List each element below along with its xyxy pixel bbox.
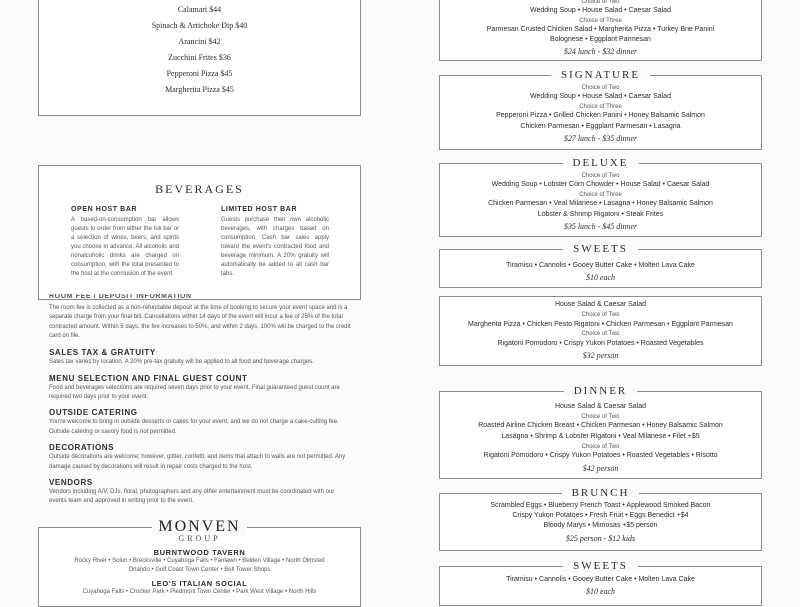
menu-item: Calamari $44: [177, 5, 222, 14]
menu-line: Chicken Parmesan • Veal Milanese • Lasagna • Honey Balsamic Salmon: [488, 200, 713, 207]
room-fee-text: The room fee is collected as a non-refundable deposit at the time of booking to secure your event space and is a separate charge from your final bill. Cancellations within 14 days of the event will incur a fee of 25% of the total contracted amount. Within 5 days, the fee increases to 50%, and within 2 days, 100% will be charged to the credit card on file.: [49, 305, 351, 340]
logo-wordmark: MONVEN: [152, 518, 246, 536]
menu-line: Roasted Airline Chicken Breast • Chicken Parmesan • Honey Balsamic Salmon: [478, 422, 723, 429]
menu-item: Spinach & Artichoke Dip $40: [151, 21, 248, 30]
menu-line: Crispy Yukon Potatoes • Fresh Fruit • Eggs Benedict +$4: [512, 512, 689, 519]
menu-card-signature: [439, 69, 762, 150]
appetizers-card: [38, 0, 361, 116]
price: $10 each: [585, 587, 616, 596]
choice-label: Choice of Two: [581, 173, 620, 179]
beverages-card: [38, 165, 361, 300]
menu-line: Bolognese • Eggplant Parmesan: [550, 36, 651, 43]
menu-card-dinner: [439, 385, 762, 479]
price: $25 person - $12 kids: [565, 534, 636, 543]
menu-line: Parmesan Crusted Chicken Salad • Margherita Pizza • Turkey Brie Panini: [486, 26, 715, 33]
choice-label: Choice of Two: [581, 312, 620, 318]
menu-item: Zucchini Frites $36: [168, 53, 231, 62]
vendors-title: VENDORS: [49, 478, 93, 488]
menu-line: Lasagna • Shrimp & Lobster Rigatoni • Veal Milanese • Filet +$5: [501, 433, 700, 440]
sales-tax-text: Sales tax varies by location. A 20% pre-tax gratuity will be applied to all food and beverage charges.: [49, 358, 314, 365]
menu-line: Margherita Pizza • Chicken Pesto Rigatoni • Chicken Parmesan • Eggplant Parmesan: [468, 321, 733, 328]
menu-item: Pepperoni Pizza $45: [166, 69, 233, 78]
choice-label: Choice of Two: [581, 0, 620, 5]
price: $24 lunch - $32 dinner: [563, 47, 638, 56]
menu-title: DINNER: [439, 385, 762, 397]
menu-selection-text: Food and beverages selections are required seven days prior to your event. Final guaranteed guest count are required two days prior to your event.: [49, 384, 340, 401]
logo-subtitle: GROUP: [178, 534, 221, 543]
menu-line: Chicken Parmesan • Eggplant Parmesan • Lasagna: [520, 123, 681, 130]
price: $35 lunch - $45 dinner: [563, 222, 638, 231]
menu-card-sweets: [439, 243, 762, 288]
menu-line: Tiramisu • Cannolis • Gooey Butter Cake • Molten Lava Cake: [506, 262, 695, 269]
section-title: BEVERAGES: [155, 182, 244, 196]
tavern-locations: Rocky River • Solon • Brecksville • Cuyahoga Falls • Fairlawn • Belden Village • North Olmsted: [74, 558, 325, 564]
limited-bar-text: Guests purchase their own alcoholic beverages, with charges based on consumption. Cash bar sales apply toward the event's contracted food and beverage minimum. A 20% gratuity will automatically be added to all cash bar tabs.: [221, 217, 329, 277]
choice-label: Choice of Two: [581, 414, 620, 420]
menu-item: Arancini $42: [178, 37, 221, 46]
open-bar-title: OPEN HOST BAR: [71, 206, 138, 213]
limited-bar-title: LIMITED HOST BAR: [221, 206, 298, 213]
menu-line: Wedding Soup • House Salad • Caesar Salad: [530, 7, 671, 14]
price: $27 lunch - $35 dinner: [563, 134, 638, 143]
menu-line: Pepperoni Pizza • Grilled Chicken Panini • Honey Balsamic Salmon: [496, 112, 705, 119]
group-card: [38, 518, 361, 607]
menu-card-family: [439, 296, 762, 366]
price: $32 person: [582, 351, 619, 360]
menu-line: House Salad & Caesar Salad: [554, 301, 647, 308]
price: $42 person: [582, 464, 619, 473]
decorations-text: Outside decorations are welcome; however, glitter, confetti, and items that attach to walls are not permitted. Any damage caused by decorations will result in repair costs charged to the host.: [49, 454, 346, 470]
decorations-title: DECORATIONS: [49, 443, 115, 453]
menu-title: DELUXE: [439, 157, 762, 169]
choice-label: Choice of Two: [581, 85, 620, 91]
menu-line: Wedding Soup • House Salad • Caesar Salad: [530, 93, 671, 100]
choice-label: Choice of Three: [579, 104, 622, 110]
leos-locations: Cuyahoga Falls • Crocker Park • Piedmont Town Center • Park West Village • North Hills: [82, 589, 317, 595]
tavern-locations-2: Orlando • Gulf Coast Town Center • Bell Tower Shops: [128, 567, 271, 573]
menu-line: House Salad & Caesar Salad: [554, 403, 647, 410]
menu-line: Rigatoni Pomodoro • Crispy Yukon Potatoes • Roasted Vegetables: [497, 340, 704, 347]
price: $10 each: [585, 273, 616, 282]
leos-title: LEO'S ITALIAN SOCIAL: [151, 579, 248, 588]
menu-title: BRUNCH: [439, 487, 762, 499]
menu-line: Tiramisu • Cannolis • Gooey Butter Cake • Molten Lava Cake: [506, 576, 695, 583]
open-bar-text: A based-on-consumption bar allows guests to order from either the full bar or a selection of wines, beers, and spirits you choose in advance. All alcoholic and nonalcoholic drinks are charged on consumption, with the total presented to the host at the conclusion of the event.: [71, 217, 179, 277]
menu-title: SIGNATURE: [439, 69, 762, 81]
menu-title: SWEETS: [439, 560, 762, 572]
outside-catering-title: OUTSIDE CATERING: [49, 408, 138, 418]
menu-line: Wedding Soup • Lobster Corn Chowder • House Salad • Caesar Salad: [491, 181, 710, 188]
limited-bar-block: [221, 206, 329, 279]
group-logo: [39, 518, 360, 543]
policies-block: [49, 294, 353, 507]
menu-card-deluxe: [439, 157, 762, 237]
menu-line: Lobster & Shrimp Rigatoni • Steak Frites: [537, 211, 664, 218]
menu-card-brunch: [439, 487, 762, 551]
choice-label: Choice of Two: [581, 444, 620, 450]
menu-line: Rigatoni Pomodoro • Crispy Yukon Potatoes • Roasted Vegetables • Risotto: [483, 452, 718, 459]
choice-label: Choice of Three: [579, 192, 622, 198]
menu-card-top: [439, 0, 762, 61]
choice-label: Choice of Three: [579, 18, 622, 24]
tavern-title: BURNTWOOD TAVERN: [153, 548, 246, 557]
outside-catering-text: You're welcome to bring in outside desserts or cakes for your event, and we do not charge a cake-cutting fee. Outside catering or savory food is not permitted.: [49, 419, 339, 435]
menu-item: Margherita Pizza $45: [165, 85, 234, 94]
vendors-text: Vendors including A/V, DJs, floral, photographers and any other entertainment must be coordinated with our events team and approved in writing prior to the event.: [49, 489, 335, 505]
menu-line: Bloody Marys • Mimosas +$5 person: [543, 522, 658, 529]
sales-tax-title: SALES TAX & GRATUITY: [49, 347, 156, 357]
cut-off-heading: ROOM FEE / DEPOSIT INFORMATION: [49, 294, 192, 300]
menu-selection-title: MENU SELECTION AND FINAL GUEST COUNT: [49, 373, 248, 383]
menu-title: SWEETS: [439, 243, 762, 255]
choice-label: Choice of Two: [581, 331, 620, 337]
menu-card-sweets-2: [439, 560, 762, 606]
open-bar-block: [71, 206, 179, 279]
menu-line: Scrambled Eggs • Blueberry French Toast • Applewood Smoked Bacon: [490, 502, 711, 509]
